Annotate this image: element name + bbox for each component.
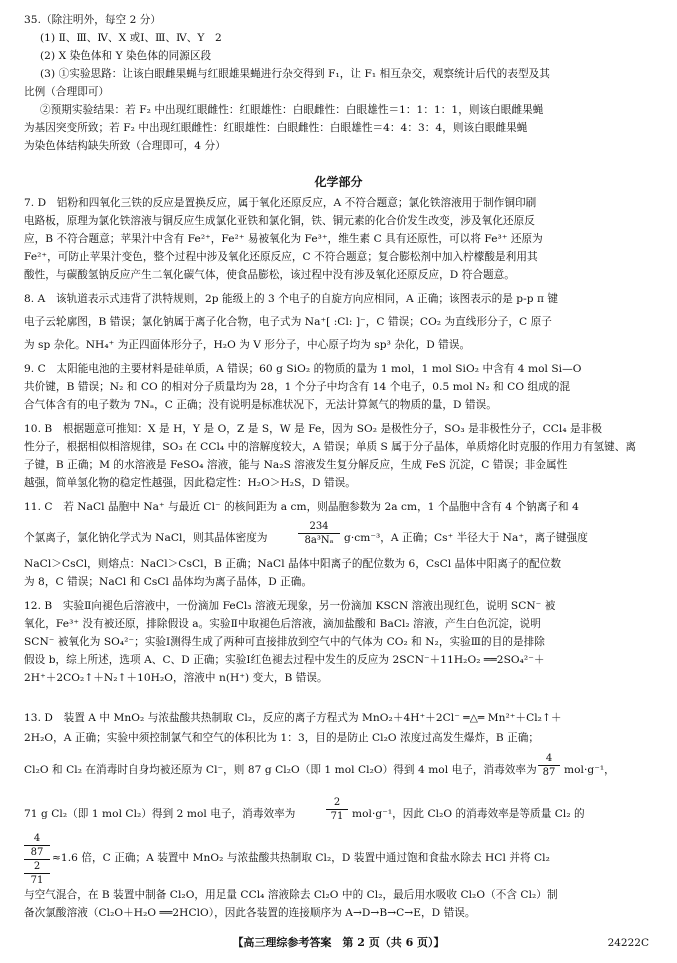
fraction-bar: [326, 809, 348, 810]
q9-line-3: 合气体含有的电子数为 7Nₐ，C 正确；没有说明是标准状况下，无法计算氮气的物质的量，D 错误。: [24, 399, 497, 411]
q9-line-2: 共价键，B 错误；N₂ 和 CO 的相对分子质量均为 28，1 个分子中均含有 14 个电子，0.5 mol N₂ 和 CO 组成的混: [24, 381, 571, 393]
q13-line-4b: mol·g⁻¹，因此 Cl₂O 的消毒效率是等质量 Cl₂ 的: [352, 808, 585, 820]
q11-line-2a: 个氯离子，氯化钠化学式为 NaCl，则其晶体密度为: [24, 532, 268, 544]
q35-part3: (3) ①实验思路：让该白眼雌果蝇与红眼雄果蝇进行杂交得到 F₁，让 F₁ 相互杂交，观察统计后代的表型及其: [40, 68, 550, 80]
q10-line-3: 子键，B 正确；M 的水溶液是 FeSO₄ 溶液，能与 Na₂S 溶液发生复分解反应，生成 FeS 沉淀，C 错误；非金属性: [24, 459, 568, 471]
q35-expected-1: ②预期实验结果：若 F₂ 中出现红眼雌性：红眼雄性：白眼雌性：白眼雄性＝1：1：1：1，则该白眼雌果蝇: [40, 104, 544, 116]
q13-ratio-fraction: [24, 833, 50, 886]
q7-line-2: 电路板，原理为氯化铁溶液与铜反应生成氯化亚铁和氯化铜，铁、铜元素的化合价发生改变，涉及氧化还原反: [24, 215, 535, 227]
document-code: 24222C: [607, 937, 649, 949]
q9-line-1: 9. C 太阳能电池的主要材料是硅单质，A 错误；60 g SiO₂ 的物质的量为 1 mol，1 mol SiO₂ 中含有 4 mol Si—O: [24, 363, 582, 375]
q12-line-1: 12. B 实验Ⅱ向褪色后溶液中，一份滴加 FeCl₃ 溶液无现象，另一份滴加 KSCN 溶液出现红色，说明 SCN⁻ 被: [24, 600, 556, 612]
q10-line-1: 10. B 根据题意可推知：X 是 H，Y 是 O，Z 是 S，W 是 Fe，因为 SO₂ 是极性分子，SO₃ 是非极性分子，CCl₄ 是非极: [24, 423, 602, 435]
q13-line-3b: mol·g⁻¹，: [564, 764, 615, 776]
q13-line-7: 备次氯酸溶液（Cl₂O＋H₂O ══2HClO），因此各装置的连接顺序为 A→D→B→C→E，D 错误。: [24, 907, 476, 919]
section-title: 化学部分: [314, 175, 363, 189]
q35-part2: (2) X 染色体和 Y 染色体的同源区段: [40, 50, 212, 62]
q7-line-1: 7. D 铝粉和四氧化三铁的反应是置换反应，属于氧化还原反应，A 不符合题意；氯化铁溶液用于制作铜印刷: [24, 197, 537, 209]
q11-density-fraction: [298, 521, 340, 546]
fraction-bar: [24, 845, 50, 846]
q7-line-3: 应，B 不符合题意；苹果汁中含有 Fe²⁺，Fe²⁺ 易被氧化为 Fe³⁺，维生素 C 具有还原性，可以将 Fe³⁺ 还原为: [24, 233, 543, 245]
q12-line-4: 假设 b，综上所述，选项 A、C、D 正确；实验Ⅰ红色褪去过程中发生的反应为 2SCN⁻＋11H₂O₂ ══2SO₄²⁻＋: [24, 654, 545, 666]
fraction-bar: [538, 765, 560, 766]
q35-expected-2: 为基因突变所致；若 F₂ 中出现红眼雌性：红眼雄性：白眼雌性：白眼雄性＝4：4：3：4，则该白眼雌果蝇: [24, 122, 528, 134]
fraction-denominator: 87: [30, 847, 44, 858]
q8-line-2: 电子云轮廓图，B 错误；氯化钠属于离子化合物，电子式为 Na⁺[ :Cl: ]⁻，C 错误；CO₂ 为直线形分子，C 原子: [24, 316, 552, 328]
fraction-denominator: 87: [542, 767, 556, 778]
fraction-bar: [298, 533, 340, 534]
q13-line-2: 2H₂O，A 正确；实验中须控制氯气和空气的体积比为 1：3，目的是防止 Cl₂O 浓度过高发生爆炸，B 正确；: [24, 732, 540, 744]
q11-line-2b: g·cm⁻³，A 正确；Cs⁺ 半径大于 Na⁺，离子键强度: [344, 532, 588, 544]
q10-line-4: 越强，简单氢化物的稳定性越强，因此稳定性：H₂O＞H₂S，D 错误。: [24, 477, 356, 489]
fraction-numerator: 4: [545, 753, 553, 764]
q13-line-6: 与空气混合，在 B 装置中制备 Cl₂O，用足量 CCl₄ 溶液除去 Cl₂O 中的 Cl₂，最后用水吸收 Cl₂O（不含 Cl₂）制: [24, 889, 558, 901]
q13-line-4a: 71 g Cl₂（即 1 mol Cl₂）得到 2 mol 电子，消毒效率为: [24, 808, 296, 820]
q11-line-1: 11. C 若 NaCl 晶胞中 Na⁺ 与最近 Cl⁻ 的核间距为 a cm，则晶胞参数为 2a cm，1 个晶胞中含有 4 个钠离子和 4: [24, 501, 579, 513]
q12-line-5: 2H⁺＋2CO₂↑＋N₂↑＋10H₂O，溶液中 n(H⁺) 变大，B 错误。: [24, 672, 328, 684]
q8-line-1: 8. A 该轨道表示式违背了洪特规则，2p 能级上的 3 个电子的自旋方向应相同，A 正确；该图表示的是 p-p π 键: [24, 293, 559, 305]
q13-line-3a: Cl₂O 和 Cl₂ 在消毒时自身均被还原为 Cl⁻，则 87 g Cl₂O（即 1 mol Cl₂O）得到 4 mol 电子，消毒效率为: [24, 764, 537, 776]
q10-line-2: 性分子，根据相似相溶规律，SO₃ 在 CCl₄ 中的溶解度较大，A 错误；单质 S 属于分子晶体，单质熔化时克服的作用力有氢键、离: [24, 441, 637, 453]
fraction-denominator: 71: [30, 875, 44, 886]
q11-fraction-numerator: 234: [309, 521, 329, 532]
q35-expected-3: 为染色体结构缺失所致（合理即可，4 分）: [24, 140, 226, 152]
fraction-numerator: 2: [33, 861, 41, 872]
q13-efficiency-fraction-cl2o: [538, 753, 560, 778]
fraction-numerator: 4: [33, 833, 41, 844]
q11-line-4: 为 8，C 错误；NaCl 和 CsCl 晶体均为离子晶体，D 正确。: [24, 576, 313, 588]
q7-line-4: Fe²⁺，可防止苹果汁变色，整个过程中涉及氧化还原反应，C 不符合题意；复合膨松剂中加入柠檬酸是利用其: [24, 251, 538, 263]
q11-line-3: NaCl＞CsCl，则熔点：NaCl＞CsCl，B 正确；NaCl 晶体中阳离子的配位数为 6，CsCl 晶体中阳离子的配位数: [24, 558, 562, 570]
q12-line-3: SCN⁻ 被氧化为 SO₄²⁻；实验Ⅰ测得生成了两种可直接排放到空气中的气体为 CO₂ 和 N₂，实验Ⅲ的目的是排除: [24, 636, 545, 648]
fraction-bar: [24, 873, 50, 874]
q11-fraction-denominator: 8a³Nₐ: [304, 535, 334, 546]
fraction-bar-main: [24, 859, 50, 860]
q13-efficiency-fraction-cl2: [326, 797, 348, 822]
q7-line-5: 酸性，与碳酸氢钠反应产生二氧化碳气体，使食品膨松，该过程中没有涉及氧化还原反应，D 符合题意。: [24, 269, 515, 281]
q12-line-2: 氧化，Fe³⁺ 没有被还原，排除假设 a。实验Ⅱ中取褪色后溶液，滴加盐酸和 BaCl₂ 溶液，产生白色沉淀，说明: [24, 618, 541, 630]
fraction-numerator: 2: [333, 797, 341, 808]
q13-line-1: 13. D 装置 A 中 MnO₂ 与浓盐酸共热制取 Cl₂，反应的离子方程式为 MnO₂＋4H⁺＋2Cl⁻ ═△═ Mn²⁺＋Cl₂↑＋: [24, 712, 562, 724]
q35-part3-cont: 比例（合理即可）: [24, 86, 110, 98]
q8-line-3: 为 sp 杂化。NH₄⁺ 为正四面体形分子，H₂O 为 V 形分子，中心原子均为 sp³ 杂化，D 错误。: [24, 339, 471, 351]
q35-header: 35.（除注明外，每空 2 分）: [24, 14, 162, 26]
page-footer: 【高三理综参考答案 第 2 页（共 6 页）】: [232, 936, 445, 949]
q13-line-5b: ≈1.6 倍，C 正确；A 装置中 MnO₂ 与浓盐酸共热制取 Cl₂，D 装置中通过饱和食盐水除去 HCl 并将 Cl₂: [52, 852, 550, 864]
fraction-denominator: 71: [330, 811, 344, 822]
q35-part1: (1) Ⅱ、Ⅲ、Ⅳ、X 或Ⅰ、Ⅲ、Ⅳ、Y 2: [40, 32, 222, 44]
